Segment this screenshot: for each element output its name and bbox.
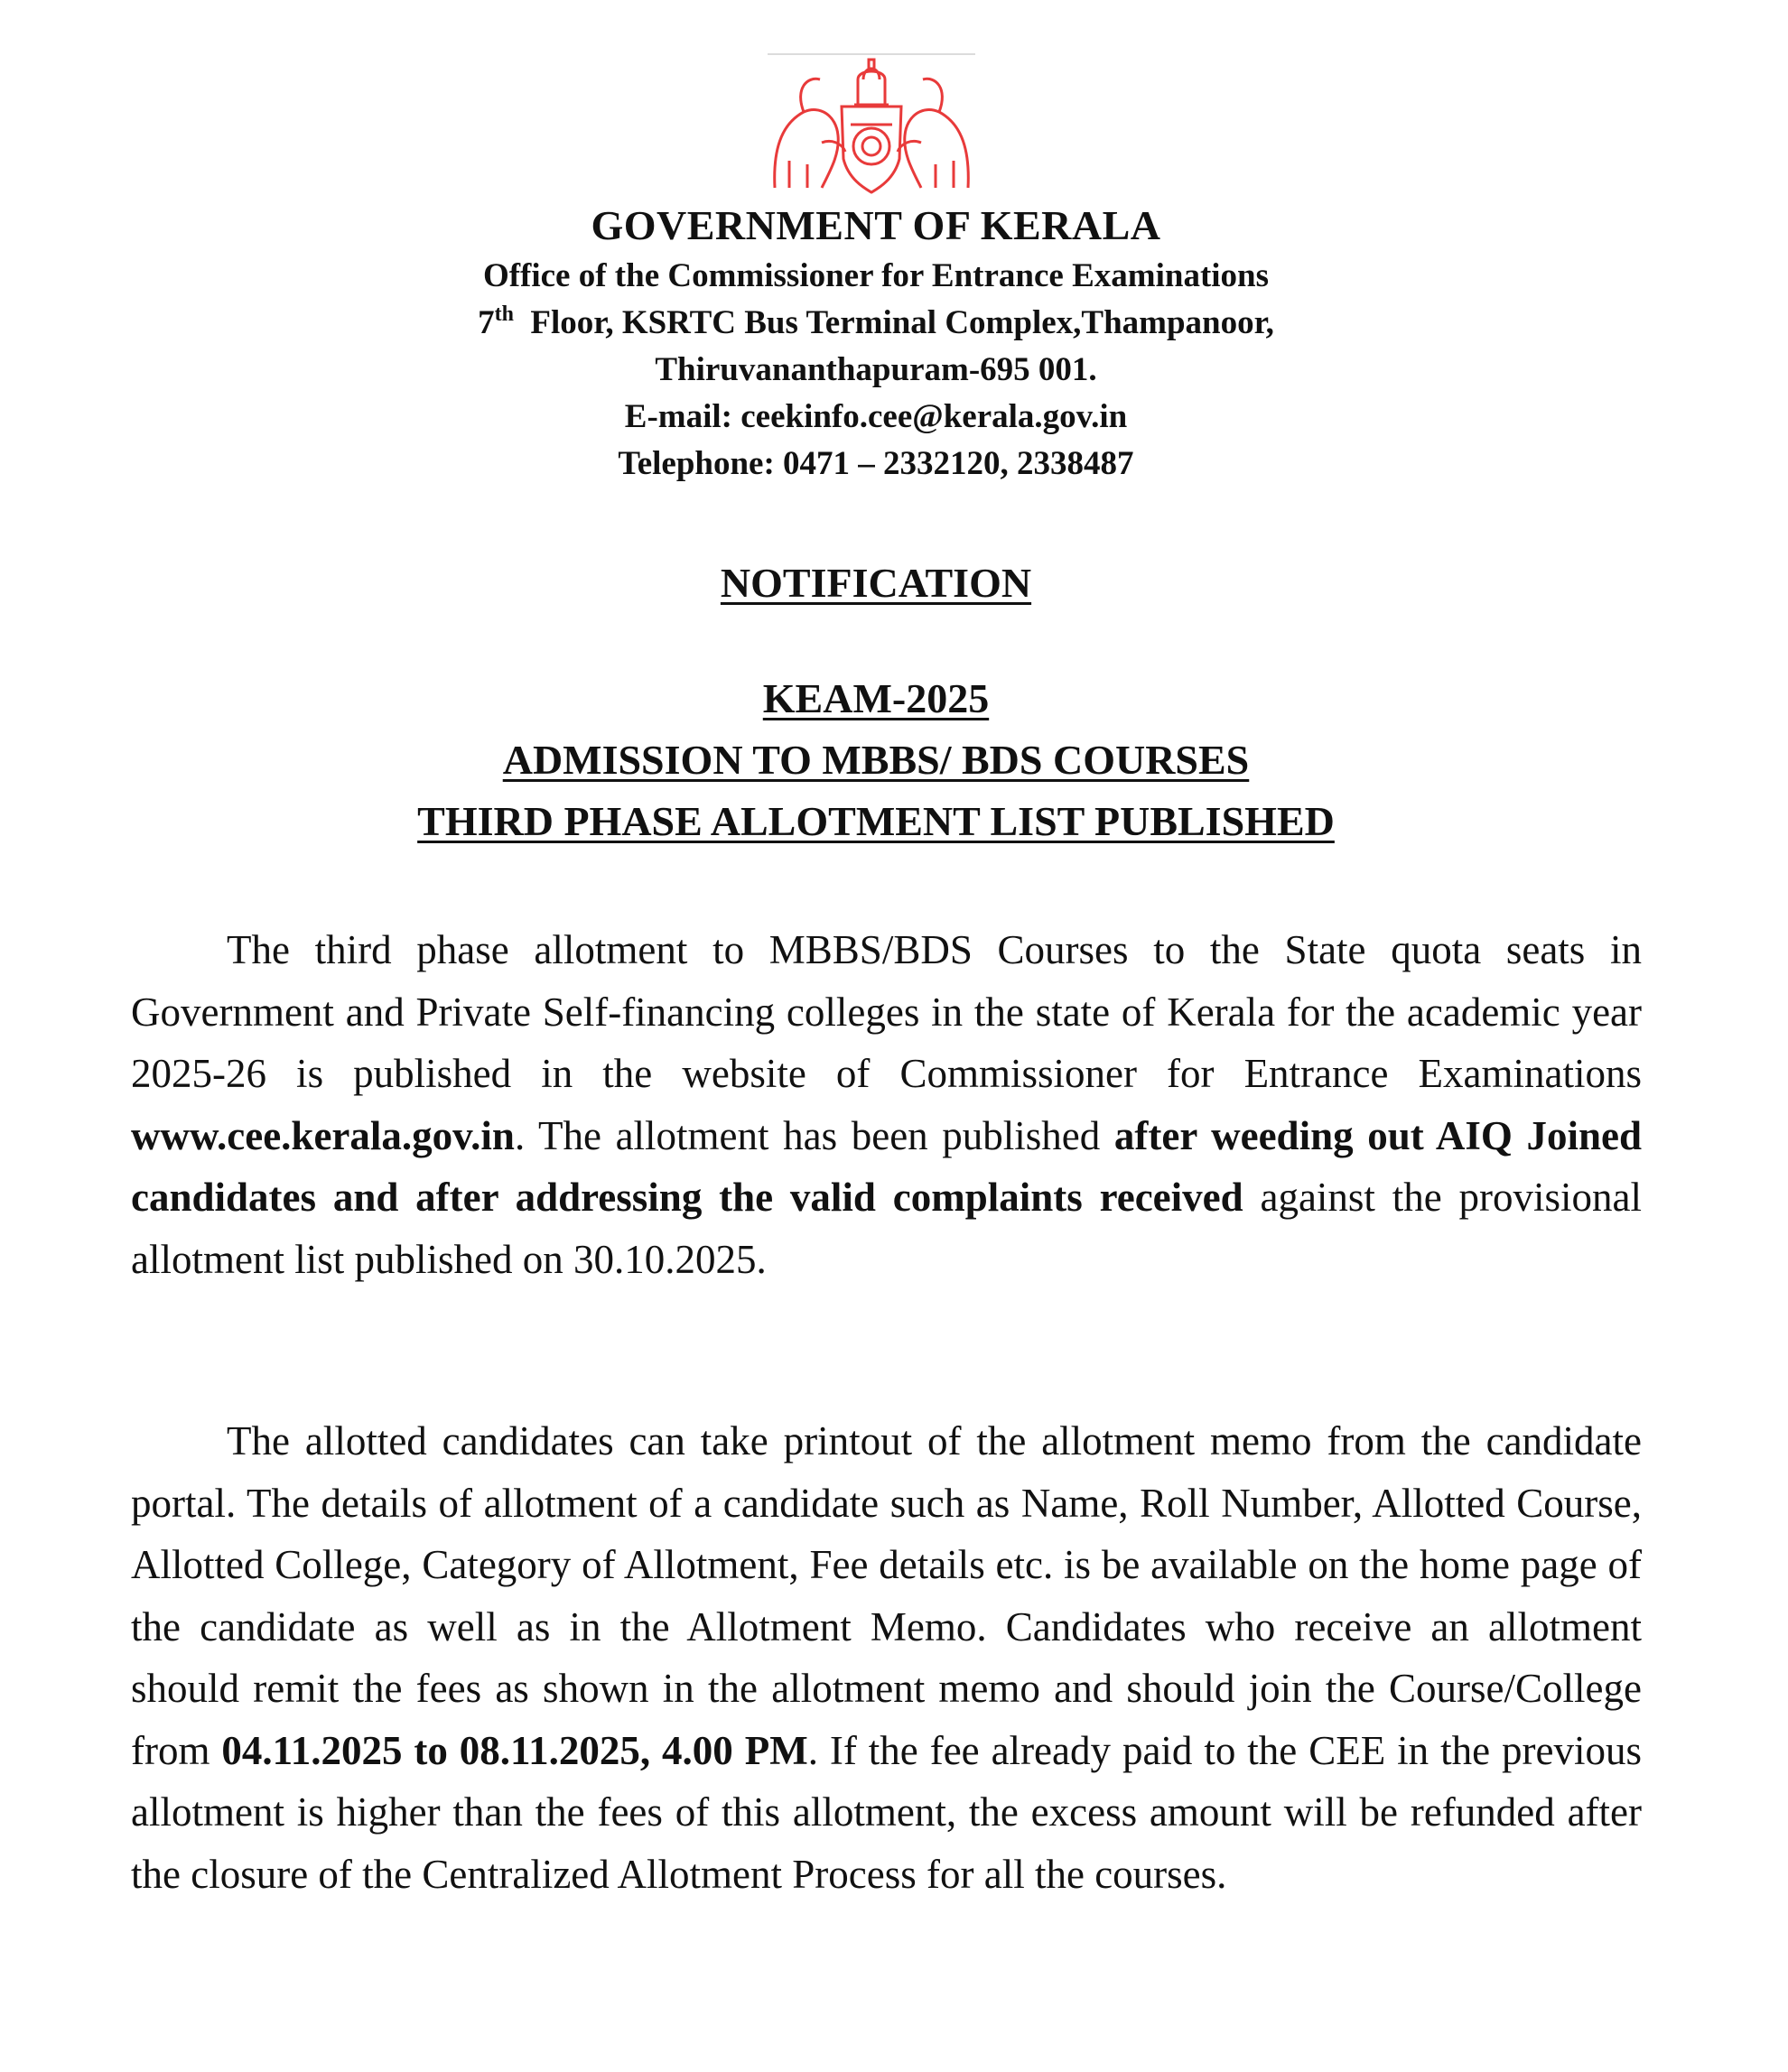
floor-number: 7: [478, 304, 495, 341]
paragraph-allotment-published: [131, 919, 1642, 1290]
website-link: www.cee.kerala.gov.in: [131, 1112, 515, 1158]
subject-heading: ADMISSION TO MBBS/ BDS COURSES: [502, 737, 1250, 783]
joining-dates: 04.11.2025 to 08.11.2025, 4.00 PM: [221, 1727, 808, 1773]
government-title: GOVERNMENT OF KERALA: [591, 202, 1161, 248]
paragraph-1-text-b: . The allotment has been published: [514, 1112, 1114, 1158]
kerala-state-emblem-icon: [768, 52, 975, 197]
address-line-1: [0, 300, 1752, 347]
office-name: Office of the Commissioner for Entrance Examinations: [482, 257, 1270, 294]
paragraph-1-text-a: The third phase allotment to MBBS/BDS Courses to the State quota seats in Government and Private Self-financing colleges in the state of Kerala for the academic year 2025-26 is published in the website of Commissioner for Entrance Examinations: [131, 927, 1642, 1096]
paragraph-2-text-a: The allotted candidates can take printout of the allotment memo from the candidate portal. The details of allotment of a candidate such as Name, Roll Number, Allotted Course, Allotted College, Category of Allotment, Fee details etc. is be available on the home page of the candidate as well as in the Allotment Memo. Candidates who receive an allotment should remit the fees as shown in the allotment memo and should join the Course/College from: [131, 1418, 1642, 1773]
address-line-1-text: Floor, KSRTC Bus Terminal Complex,Thampanoor,: [530, 304, 1274, 341]
notification-label: NOTIFICATION: [720, 560, 1032, 606]
notification-label-block: [0, 553, 1752, 614]
subject-block: [0, 668, 1752, 852]
telephone-line: Telephone: 0471 – 2332120, 2338487: [618, 445, 1134, 482]
address-line-2: Thiruvananthapuram-695 001.: [655, 351, 1097, 388]
email-line: E-mail: ceekinfo.cee@kerala.gov.in: [624, 398, 1128, 435]
paragraph-2-text-b: . If the fee already paid to the CEE in the previous allotment is higher than the fees of this allotment, the excess amount will be refunded after the closure of the Centralized Allotment Process for all the courses.: [131, 1727, 1642, 1897]
paragraph-1-text-c: against the provisional allotment list published on 30.10.2025.: [131, 1175, 1642, 1282]
paragraph-1-bold: after weeding out AIQ Joined candidates and after addressing the valid complaints received: [131, 1112, 1642, 1220]
letterhead: [0, 199, 1752, 488]
exam-heading: KEAM-2025: [762, 675, 990, 721]
floor-suffix: th: [494, 302, 514, 326]
paragraph-allotment-memo: [131, 1410, 1642, 1905]
status-heading: THIRD PHASE ALLOTMENT LIST PUBLISHED: [417, 798, 1335, 844]
